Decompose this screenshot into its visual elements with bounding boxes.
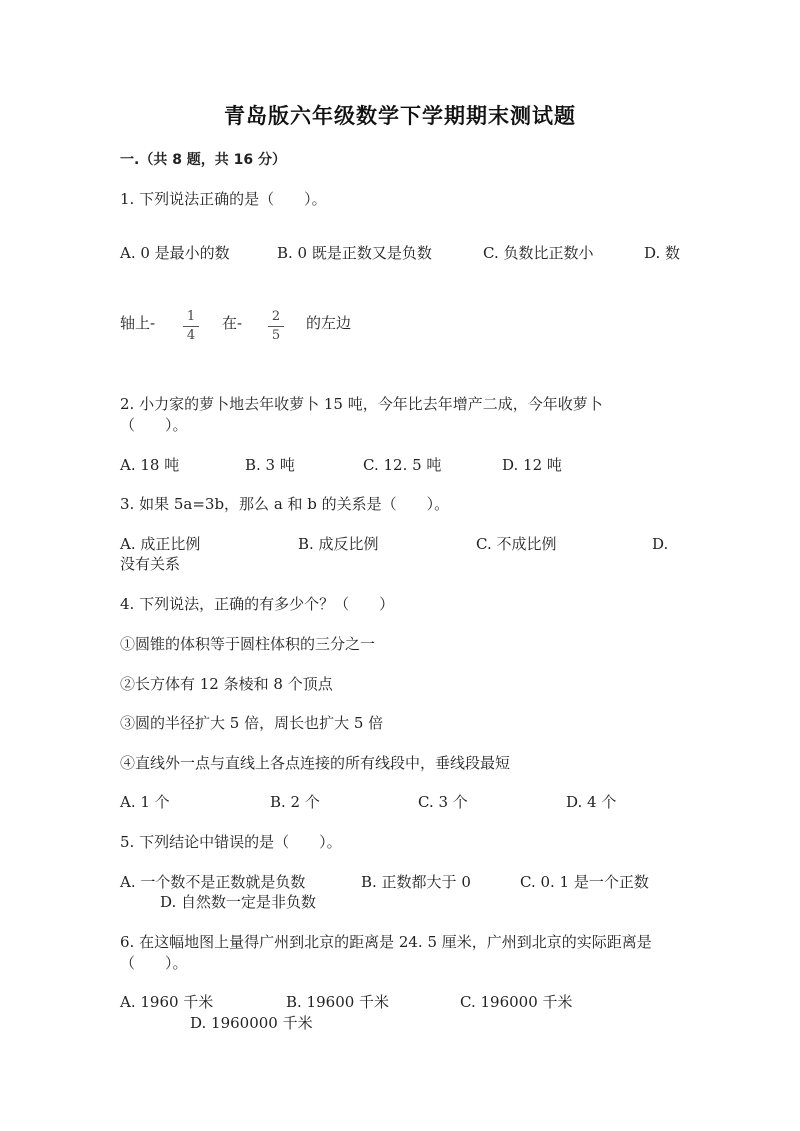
option-a: A. 成正比例: [120, 535, 201, 553]
option-b: B. 0 既是正数又是负数: [277, 244, 432, 262]
option-d-continued: 没有关系: [120, 555, 181, 573]
option-d: D.: [652, 535, 669, 553]
statement-2: ②长方体有 12 条棱和 8 个顶点: [120, 675, 333, 693]
option-a: A. 0 是最小的数: [120, 244, 230, 262]
question-stem: 3. 如果 5a=3b，那么 a 和 b 的关系是（ ）。: [120, 495, 450, 513]
statement-4: ④直线外一点与直线上各点连接的所有线段中，垂线段最短: [120, 754, 511, 772]
option-c: C. 3 个: [418, 793, 468, 811]
fraction-bar: [183, 326, 199, 327]
option-a: A. 18 吨: [120, 456, 180, 474]
option-c: C. 0. 1 是一个正数: [520, 873, 649, 891]
option-b: B. 正数都大于 0: [361, 873, 471, 891]
fraction-numerator: 2: [271, 309, 281, 324]
option-b: B. 19600 千米: [286, 993, 390, 1011]
option-d-text: 在-: [222, 314, 243, 332]
option-a: A. 1 个: [120, 793, 170, 811]
option-d: D. 1960000 千米: [190, 1014, 313, 1032]
statement-3: ③圆的半径扩大 5 倍，周长也扩大 5 倍: [120, 714, 384, 732]
option-b: B. 2 个: [270, 793, 320, 811]
page-title: 青岛版六年级数学下学期期末测试题: [224, 104, 576, 128]
option-a: A. 1960 千米: [120, 993, 214, 1011]
option-c: C. 不成比例: [476, 535, 557, 553]
fraction-two-fifths: [268, 309, 284, 344]
fraction-denominator: 5: [271, 328, 281, 343]
fraction-numerator: 1: [186, 309, 196, 324]
option-d-continued: 轴上-: [120, 314, 156, 332]
question-stem: 2. 小力家的萝卜地去年收萝卜 15 吨，今年比去年增产二成，今年收萝卜: [120, 395, 603, 413]
question-stem: 1. 下列说法正确的是（ ）。: [120, 190, 327, 208]
option-a: A. 一个数不是正数就是负数: [120, 873, 306, 891]
question-stem: 4. 下列说法，正确的有多少个？（ ）: [120, 595, 395, 613]
option-b: B. 3 吨: [245, 456, 295, 474]
question-stem-continued: （ ）。: [120, 954, 188, 972]
option-d: D. 12 吨: [502, 456, 562, 474]
option-d-text-end: 的左边: [306, 314, 352, 332]
section-heading: 一.（共 8 题，共 16 分）: [120, 152, 287, 168]
option-d: D. 4 个: [566, 793, 617, 811]
option-c: C. 12. 5 吨: [363, 456, 442, 474]
fraction-bar: [268, 326, 284, 327]
question-stem-continued: （ ）。: [120, 416, 188, 434]
option-d: D. 自然数一定是非负数: [160, 893, 317, 911]
fraction-one-quarter: [183, 309, 199, 344]
option-b: B. 成反比例: [298, 535, 379, 553]
option-c: C. 196000 千米: [460, 993, 573, 1011]
option-c: C. 负数比正数小: [483, 244, 594, 262]
fraction-denominator: 4: [186, 328, 196, 343]
question-stem: 6. 在这幅地图上量得广州到北京的距离是 24. 5 厘米，广州到北京的实际距离是: [120, 933, 652, 951]
option-d: D. 数: [644, 244, 681, 262]
statement-1: ①圆锥的体积等于圆柱体积的三分之一: [120, 635, 376, 653]
question-stem: 5. 下列结论中错误的是（ ）。: [120, 833, 342, 851]
